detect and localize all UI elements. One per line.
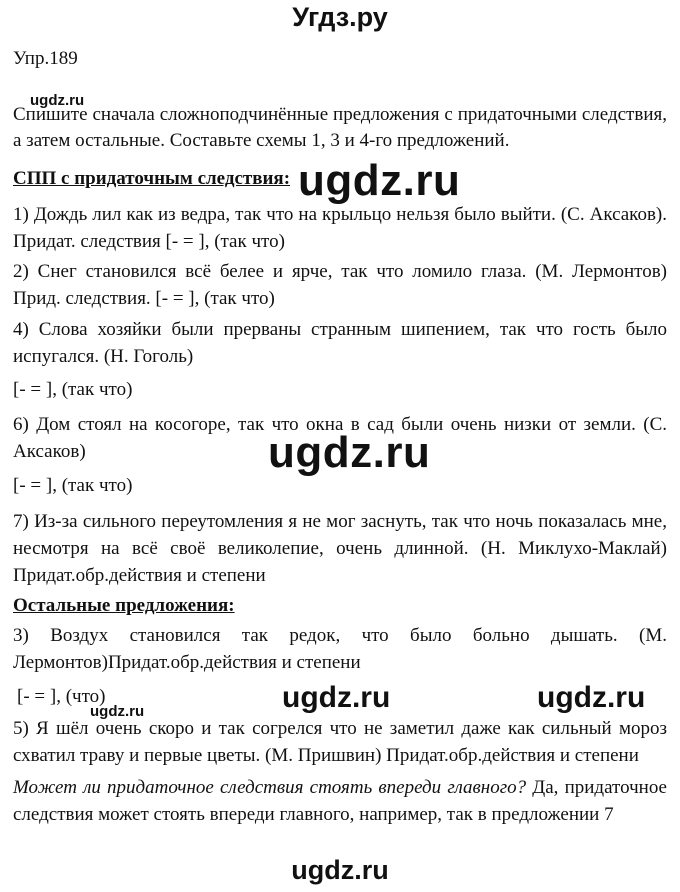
task-text: Спишите сначала сложноподчинённые предложения с придаточными следствия, а затем остальные. Составьте схемы 1, 3 и 4-го предложений. xyxy=(13,104,667,151)
question-block xyxy=(13,774,667,828)
sentence-3: 3) Воздух становился так редок, что было больно дышать. (М. Лермонтов)Придат.обр.действия и степени xyxy=(13,625,667,673)
sentence-2: 2) Снег становился всё белее и ярче, так что ломило глаза. (М. Лермонтов) Прид. следствия. [- = ], (так что) xyxy=(13,261,667,309)
section-heading-consequence: СПП с придаточным следствия: xyxy=(13,168,291,189)
watermark-small-1: ugdz.ru xyxy=(30,92,85,109)
sentence-4: 4) Слова хозяйки были прерваны странным шипением, так что гость было испугался. (Н. Гоголь) xyxy=(13,319,667,367)
watermark-mid-2: ugdz.ru xyxy=(537,681,646,714)
question-text: Может ли придаточное следствия стоять впереди главного? xyxy=(13,777,527,798)
sentence-5: 5) Я шёл очень скоро и так согрелся что не заметил даже как сильный мороз схватил траву и первые цветы. (М. Пришвин) Придат.обр.действия и степени xyxy=(13,718,667,766)
footer-site-title: ugdz.ru xyxy=(291,855,389,885)
sentence-4-scheme: [- = ], (так что) xyxy=(13,379,133,400)
watermark-small-2: ugdz.ru xyxy=(90,703,145,720)
site-title: Угдз.ру xyxy=(292,2,388,32)
answer-text: Да, придаточное следствия может стоять впереди главного, например, так в предложении 7 xyxy=(13,777,667,825)
sentence-6: 6) Дом стоял на косогоре, так что окна в сад были очень низки от земли. (С. Аксаков) xyxy=(13,414,667,462)
watermark-mid-1: ugdz.ru xyxy=(282,681,391,714)
exercise-number: Упр.189 xyxy=(13,48,78,69)
sentence-7: 7) Из-за сильного переутомления я не мог заснуть, так что ночь показалась мне, несмотря на всё своё великолепие, очень длинной. (Н. Миклухо-Маклай) Придат.обр.действия и степени xyxy=(13,511,667,586)
watermark-big-1: ugdz.ru xyxy=(298,156,461,205)
watermark-big-2: ugdz.ru xyxy=(268,428,431,477)
section-heading-other: Остальные предложения: xyxy=(13,595,235,616)
sentence-3-scheme: [- = ], (что) xyxy=(17,686,106,707)
sentence-6-scheme: [- = ], (так что) xyxy=(13,475,133,496)
sentence-1: 1) Дождь лил как из ведра, так что на крыльцо нельзя было выйти. (С. Аксаков). Придат. следствия [- = ], (так что) xyxy=(13,204,667,252)
